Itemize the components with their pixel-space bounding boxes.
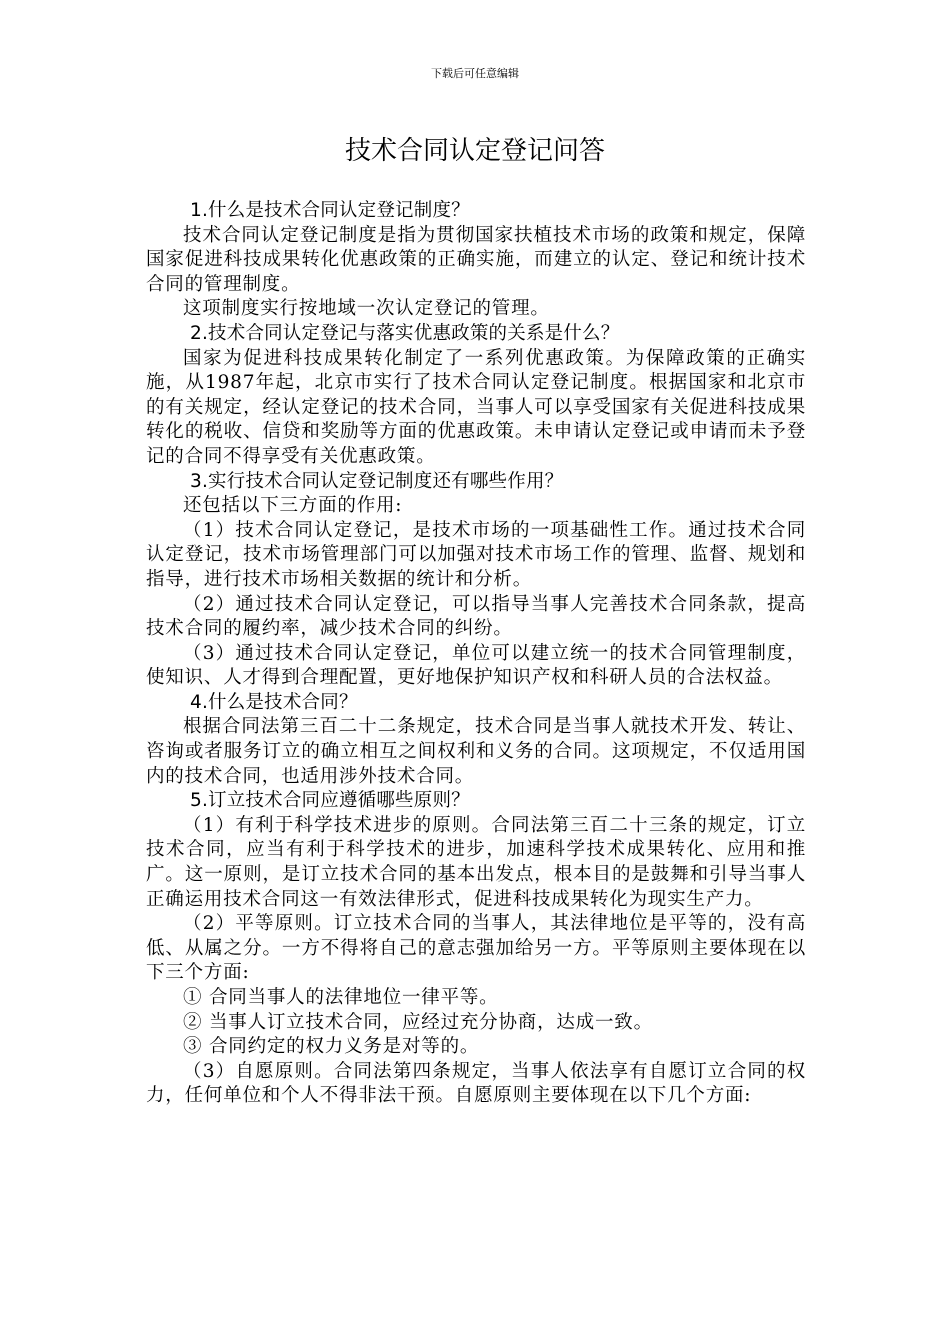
body-paragraph: 国家为促进科技成果转化制定了一系列优惠政策。为保障政策的正确实施，从1987年起，北京市实行了技术合同认定登记制度。根据国家和北京市的有关规定，经认定登记的技术合同，当事人可以享受国家有关促进科技成果转化的税收、信贷和奖励等方面的优惠政策。未申请认定登记或申请而未予登记的合同不得享受有关优惠政策。: [146, 347, 806, 467]
body-paragraph: （1）技术合同认定登记，是技术市场的一项基础性工作。通过技术合同认定登记，技术市场管理部门可以加强对技术市场工作的管理、监督、规划和指导，进行技术市场相关数据的统计和分析。: [146, 519, 806, 590]
question-heading: 1.什么是技术合同认定登记制度？: [190, 200, 470, 221]
body-paragraph: （3）自愿原则。合同法第四条规定，当事人依法享有自愿订立合同的权力，任何单位和个人不得非法干预。自愿原则主要体现在以下几个方面:: [146, 1060, 806, 1107]
header-note: 下载后可任意编辑: [431, 67, 519, 80]
body-paragraph: 根据合同法第三百二十二条规定，技术合同是当事人就技术开发、转让、咨询或者服务订立的确立相互之间权利和义务的合同。这项规定，不仅适用国内的技术合同，也适用涉外技术合同。: [146, 716, 806, 787]
list-item: ② 当事人订立技术合同，应经过充分协商，达成一致。: [183, 1011, 653, 1033]
question-heading: 5.订立技术合同应遵循哪些原则？: [190, 790, 470, 812]
document-title: 技术合同认定登记问答: [344, 136, 605, 166]
question-heading: 4.什么是技术合同？: [190, 691, 358, 713]
document-body: [146, 199, 806, 1109]
body-paragraph: 还包括以下三方面的作用:: [183, 495, 403, 517]
list-item: ③ 合同约定的权力义务是对等的。: [183, 1036, 480, 1058]
question-heading: 3.实行技术合同认定登记制度还有哪些作用？: [190, 470, 564, 492]
body-paragraph: 技术合同认定登记制度是指为贯彻国家扶植技术市场的政策和规定，保障国家促进科技成果转化优惠政策的正确实施，而建立的认定、登记和统计技术合同的管理制度。: [146, 224, 806, 295]
body-paragraph: （3）通过技术合同认定登记，单位可以建立统一的技术合同管理制度，使知识、人才得到合理配置，更好地保护知识产权和科研人员的合法权益。: [146, 642, 806, 689]
body-paragraph: （2）通过技术合同认定登记，可以指导当事人完善技术合同条款，提高技术合同的履约率，减少技术合同的纠纷。: [146, 593, 806, 640]
list-item: ① 合同当事人的法律地位一律平等。: [183, 987, 499, 1008]
body-paragraph: （2）平等原则。订立技术合同的当事人，其法律地位是平等的，没有高低、从属之分。一方不得将自己的意志强加给另一方。平等原则主要体现在以下三个方面:: [146, 913, 806, 984]
body-paragraph: 这项制度实行按地域一次认定登记的管理。: [183, 298, 550, 320]
question-heading: 2.技术合同认定登记与落实优惠政策的关系是什么？: [190, 322, 620, 344]
body-paragraph: （1）有利于科学技术进步的原则。合同法第三百二十三条的规定，订立技术合同，应当有利于科学技术的进步，加速科学技术成果转化、应用和推广。这一原则，是订立技术合同的基本出发点，根本目的是鼓舞和引导当事人正确运用技术合同这一有效法律形式，促进科技成果转化为现实生产力。: [146, 814, 806, 910]
